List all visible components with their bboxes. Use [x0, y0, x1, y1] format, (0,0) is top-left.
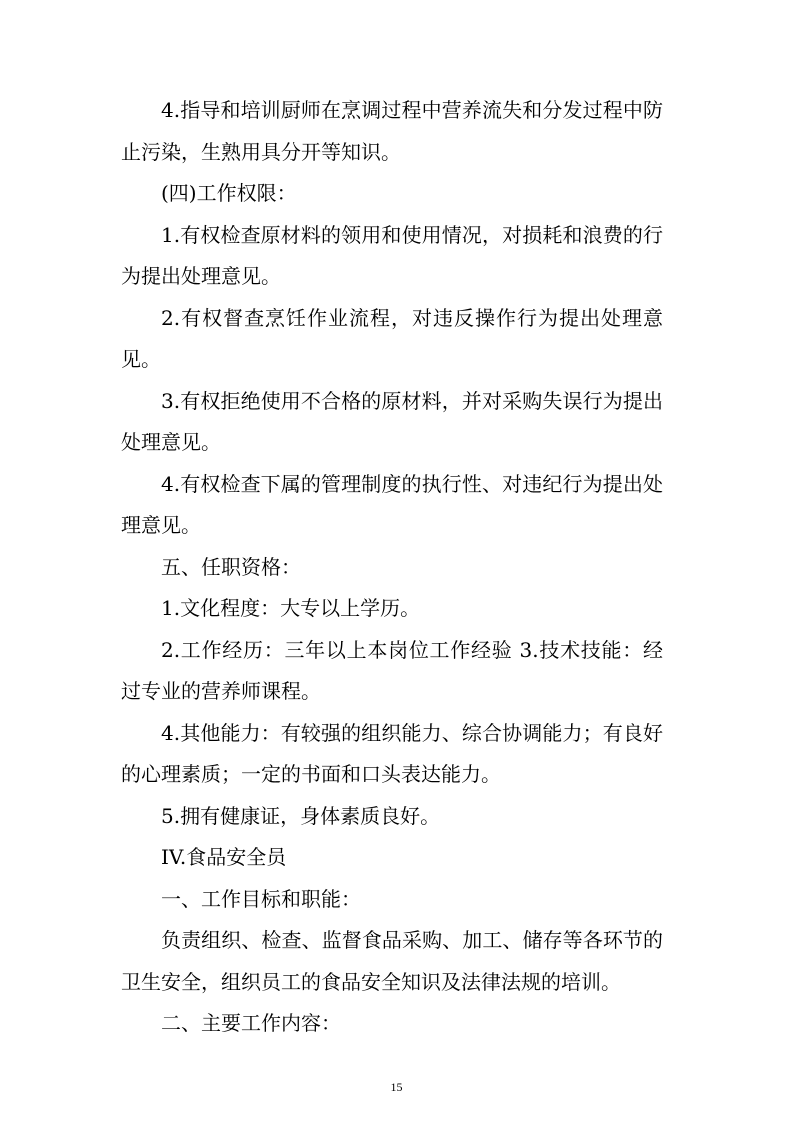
page-number: 15: [390, 1080, 403, 1094]
paragraph-qualification-item-4: 4.其他能力：有较强的组织能力、综合协调能力；有良好的心理素质；一定的书面和口头表达能力。: [121, 720, 663, 786]
paragraph-authority-item-2: 2.有权督查烹饪作业流程，对违反操作行为提出处理意见。: [121, 305, 663, 371]
heading-work-objectives: 一、工作目标和职能：: [161, 886, 361, 911]
paragraph-authority-item-1: 1.有权检查原材料的领用和使用情况，对损耗和浪费的行为提出处理意见。: [121, 222, 663, 288]
paragraph-qualification-item-1: 1.文化程度：大专以上学历。: [161, 596, 421, 620]
document-body: [121, 90, 663, 1045]
paragraph-training-item-4: 4.指导和培训厨师在烹调过程中营养流失和分发过程中防止污染，生熟用具分开等知识。: [121, 98, 663, 164]
paragraph-objectives-description: 负责组织、检查、监督食品采购、加工、储存等各环节的卫生安全，组织员工的食品安全知识及法律法规的培训。: [121, 928, 663, 994]
paragraph-qualification-item-5: 5.拥有健康证，身体素质良好。: [161, 803, 441, 828]
paragraph-qualification-item-2: 2.工作经历：三年以上本岗位工作经验 3.技术技能：经过专业的营养师课程。: [121, 637, 663, 703]
heading-food-safety-officer: IV.食品安全员: [161, 845, 287, 869]
paragraph-authority-item-3: 3.有权拒绝使用不合格的原材料，并对采购失误行为提出处理意见。: [121, 388, 663, 454]
heading-work-authority: (四)工作权限：: [161, 181, 297, 205]
paragraph-authority-item-4: 4.有权检查下属的管理制度的执行性、对违纪行为提出处理意见。: [121, 471, 663, 537]
heading-main-work-content: 二、主要工作内容：: [161, 1011, 341, 1035]
heading-qualifications: 五、任职资格：: [161, 554, 301, 579]
